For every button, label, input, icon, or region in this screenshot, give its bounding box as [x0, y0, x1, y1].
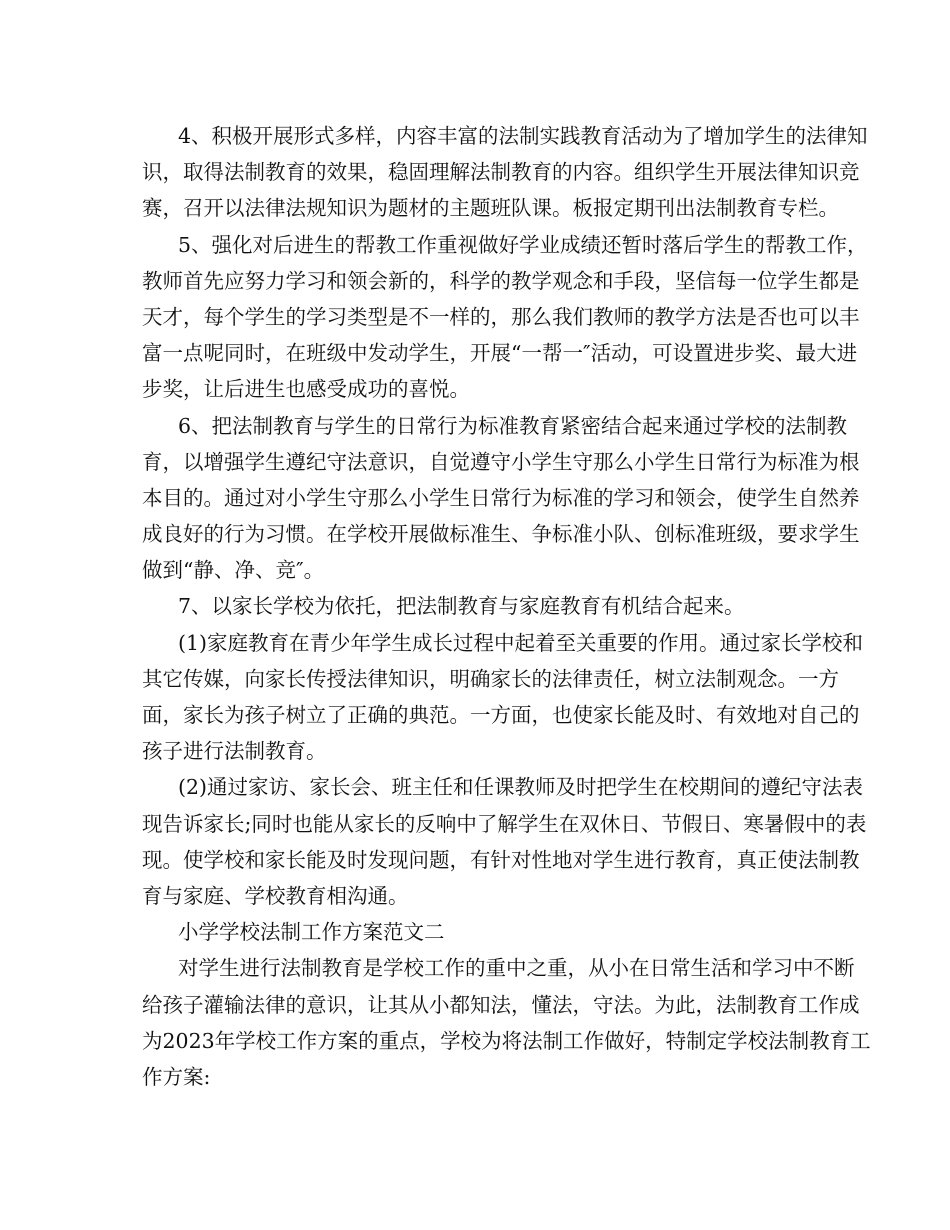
text-line: 赛，召开以法律法规知识为题材的主题班队课。板报定期刊出法制教育专栏。	[142, 196, 839, 221]
paragraph-item-4	[142, 118, 868, 227]
text-line: 孩子进行法制教育。	[142, 739, 327, 764]
text-line: 现告诉家长;同时也能从家长的反响中了解学生在双休日、节假日、寒暑假中的表	[142, 811, 867, 836]
text-line: 4、积极开展形式多样，内容丰富的法制实践教育活动为了增加学生的法律知	[178, 124, 868, 148]
text-line: 成良好的行为习惯。在学校开展做标准生、争标准小队、创标准班级，要求学生	[142, 522, 860, 547]
text-line: 作方案:	[142, 1064, 211, 1089]
paragraph-item-7-2	[142, 769, 867, 914]
paragraph-heading-2	[142, 914, 810, 950]
text-line: 其它传媒，向家长传授法律知识，明确家长的法律责任，树立法制观念。一方	[142, 666, 839, 691]
text-line: 天才，每个学生的学习类型是不一样的，那么我们教师的教学方法是否也可以丰	[142, 304, 860, 329]
text-line: (2)通过家访、家长会、班主任和任课教师及时把学生在校期间的遵纪守法表	[178, 775, 864, 800]
text-line: 识，取得法制教育的效果，稳固理解法制教育的内容。组织学生开展法律知识竞	[142, 160, 860, 185]
text-line: 育，以增强学生遵纪守法意识，自觉遵守小学生守那么小学生日常行为标准为根	[142, 449, 860, 474]
text-line: 给孩子灌输法律的意识，让其从小都知法，懂法，守法。为此，法制教育工作成	[142, 992, 860, 1017]
text-line: 现。使学校和家长能及时发现问题，有针对性地对学生进行教育，真正使法制教	[142, 847, 860, 872]
text-line: 7、以家长学校为依托，把法制教育与家庭教育有机结合起来。	[178, 594, 745, 619]
text-line: 对学生进行法制教育是学校工作的重中之重，从小在日常生活和学习中不断	[178, 956, 855, 981]
paragraph-intro-2	[142, 950, 871, 1095]
text-line: 做到“静、净、竞″。	[142, 558, 325, 583]
text-line: 面，家长为孩子树立了正确的典范。一方面，也使家长能及时、有效地对自己的	[142, 703, 860, 727]
text-line: 5、强化对后进生的帮教工作重视做好学业成绩还暂时落后学生的帮教工作，	[178, 232, 868, 257]
paragraph-item-5	[142, 227, 868, 408]
text-line: 小学学校法制工作方案范文二	[178, 920, 445, 945]
text-line: (1)家庭教育在青少年学生成长过程中起着至关重要的作用。通过家长学校和	[178, 630, 864, 655]
text-line: 富一点呢同时，在班级中发动学生，开展“一帮一″活动，可设置进步奖、最大进	[142, 341, 858, 366]
text-line: 6、把法制教育与学生的日常行为标准教育紧密结合起来通过学校的法制教	[178, 413, 848, 438]
text-line: 为2023年学校工作方案的重点，学校为将法制工作做好，特制定学校法制教育工	[142, 1028, 871, 1053]
paragraph-item-6	[142, 408, 860, 589]
text-line: 本目的。通过对小学生守那么小学生日常行为标准的学习和领会，使学生自然养	[142, 485, 860, 510]
text-line: 步奖，让后进生也感受成功的喜悦。	[142, 377, 470, 402]
text-line: 育与家庭、学校教育相沟通。	[142, 883, 409, 908]
text-line: 教师首先应努力学习和领会新的，科学的教学观念和手段，坚信每一位学生都是	[142, 268, 860, 293]
paragraph-item-7	[142, 588, 810, 624]
document-body	[142, 118, 871, 1095]
paragraph-item-7-1	[142, 625, 864, 770]
